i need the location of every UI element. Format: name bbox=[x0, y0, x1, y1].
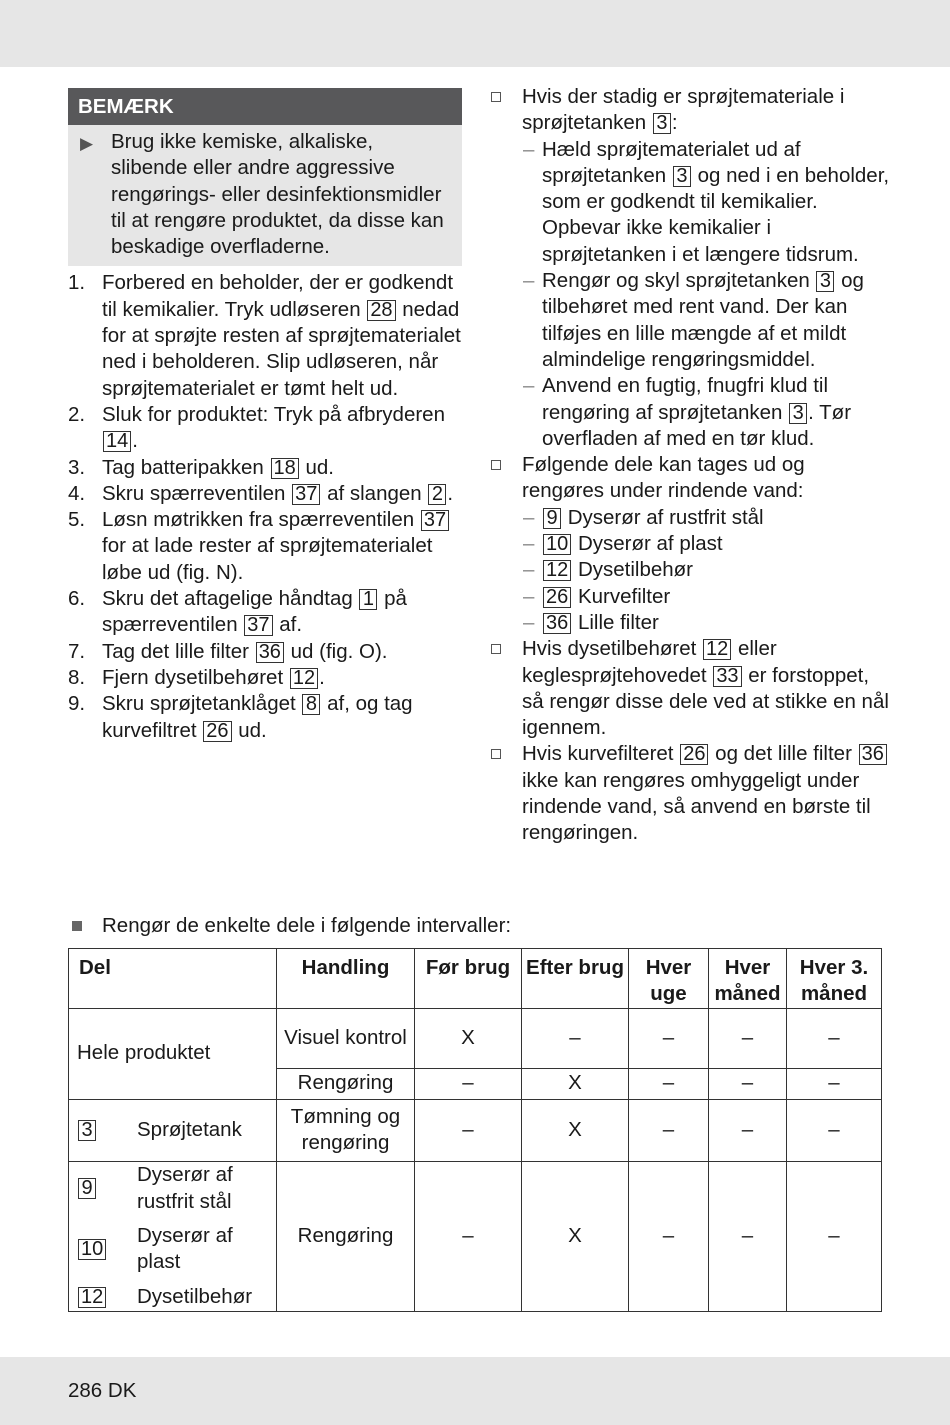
text-run: Rengør og skyl sprøjtetanken bbox=[542, 269, 816, 293]
arrow-right-icon: ▶ bbox=[80, 134, 94, 153]
reference-number: 33 bbox=[713, 666, 741, 687]
reference-number: 12 bbox=[543, 560, 571, 581]
value-cell: – bbox=[709, 1008, 787, 1068]
action-cell: Tømning og rengøring bbox=[277, 1099, 415, 1161]
square-bullet-icon bbox=[491, 460, 501, 470]
reference-number: 18 bbox=[271, 458, 299, 479]
reference-number: 1 bbox=[359, 589, 377, 610]
step-text bbox=[102, 508, 450, 584]
sub-bullet-text bbox=[542, 558, 693, 581]
square-bullet-icon bbox=[491, 749, 501, 759]
reference-number: 3 bbox=[673, 166, 691, 187]
reference-number: 10 bbox=[543, 534, 571, 555]
sub-bullet-item bbox=[490, 137, 890, 268]
reference-number: 3 bbox=[789, 403, 807, 424]
page-top-band bbox=[0, 0, 950, 67]
step-number: 8. bbox=[68, 665, 86, 689]
dash-icon: – bbox=[523, 610, 535, 634]
reference-number: 36 bbox=[859, 744, 887, 765]
text-run: Skru sprøjtetanklåget bbox=[102, 692, 302, 716]
text-run: Hvis der stadig er sprøjtemateriale i sprøjtetanken bbox=[522, 85, 845, 135]
step-item bbox=[68, 455, 462, 481]
action-cell: Rengøring bbox=[277, 1161, 415, 1311]
value-cell: – bbox=[787, 1161, 882, 1311]
text-run: og tilbehøret med rent vand. Der kan tilføjes en lille mængde af et mildt almindelige rengøringsmiddel. bbox=[542, 269, 864, 371]
text-run: . bbox=[132, 429, 138, 453]
reference-number: 3 bbox=[653, 113, 671, 134]
reference-number: 37 bbox=[244, 615, 272, 636]
text-run: af, og tag kurvefiltret bbox=[102, 692, 413, 742]
sub-bullet-item bbox=[490, 557, 890, 583]
sub-bullet-text bbox=[542, 585, 670, 608]
page-number bbox=[68, 1378, 136, 1404]
table-row bbox=[69, 1008, 882, 1068]
reference-number: 9 bbox=[543, 508, 561, 529]
reference-number: 3 bbox=[78, 1120, 96, 1141]
step-number: 9. bbox=[68, 692, 86, 716]
text-run: Forbered en beholder, der er godkendt til kemikalier. Tryk udløseren bbox=[102, 271, 454, 321]
step-text bbox=[102, 456, 334, 479]
step-item bbox=[68, 691, 462, 744]
text-run: Fjern dysetilbehøret bbox=[102, 665, 289, 689]
step-number: 3. bbox=[68, 455, 86, 479]
bullet-text bbox=[522, 453, 805, 502]
bullet-text bbox=[522, 85, 844, 134]
value-cell: X bbox=[522, 1068, 629, 1099]
reference-number: 26 bbox=[680, 744, 708, 765]
reference-number: 9 bbox=[78, 1178, 96, 1199]
text-run: Hvis dysetilbehøret bbox=[522, 637, 703, 661]
text-run: Dysetilbehør bbox=[572, 558, 694, 582]
part-label: Sprøjtetank bbox=[137, 1117, 242, 1141]
reference-number: 10 bbox=[78, 1239, 106, 1260]
reference-number: 26 bbox=[543, 587, 571, 608]
bullet-item bbox=[490, 84, 890, 137]
step-item bbox=[68, 481, 462, 507]
text-run: af slangen bbox=[321, 481, 428, 505]
text-run: Tag batteripakken bbox=[102, 455, 270, 479]
table-row bbox=[69, 1099, 882, 1161]
bullet-text bbox=[522, 742, 888, 844]
text-run: Hvis kurvefilteret bbox=[522, 742, 680, 766]
value-cell: – bbox=[709, 1099, 787, 1161]
step-number: 2. bbox=[68, 402, 86, 426]
reference-number: 12 bbox=[78, 1287, 106, 1308]
text-run: og ned i en beholder, som er godkendt til kemikalier. Opbevar ikke kemikalier i sprøjtetanken i et længere tidsrum. bbox=[542, 163, 890, 266]
table-header-row bbox=[69, 949, 882, 1009]
header-before-use: Før brug bbox=[415, 949, 522, 1009]
table-row bbox=[69, 1161, 882, 1311]
header-handling: Handling bbox=[277, 949, 415, 1009]
square-bullet-icon bbox=[72, 921, 82, 931]
step-item bbox=[68, 402, 462, 455]
text-run: . bbox=[319, 665, 325, 689]
note-text: Brug ikke kemiske, alkaliske, slibende eller andre aggressive rengørings- eller desinfektionsmidler til at rengøre produktet, da disse kan beskadige overfladerne. bbox=[111, 130, 444, 259]
bullet-item bbox=[490, 741, 890, 846]
dash-icon: – bbox=[523, 558, 535, 582]
value-cell: – bbox=[629, 1008, 709, 1068]
dash-icon: – bbox=[523, 584, 535, 608]
value-cell: – bbox=[787, 1068, 882, 1099]
part-cell bbox=[69, 1161, 277, 1311]
text-run: . Tør overfladen af med en tør klud. bbox=[542, 400, 852, 450]
action-cell: Visuel kontrol bbox=[277, 1008, 415, 1068]
reference-number: 36 bbox=[543, 613, 571, 634]
step-text bbox=[102, 271, 461, 399]
step-item bbox=[68, 507, 462, 586]
sub-bullet-text bbox=[542, 611, 659, 634]
step-text bbox=[102, 692, 413, 741]
value-cell: – bbox=[415, 1068, 522, 1099]
text-run: Skru spærreventilen bbox=[102, 481, 292, 505]
value-cell: – bbox=[522, 1008, 629, 1068]
language-code: DK bbox=[107, 1379, 137, 1402]
text-run: Dyserør af plast bbox=[572, 532, 723, 556]
note-title: BEMÆRK bbox=[68, 88, 462, 125]
dash-icon: – bbox=[523, 374, 535, 398]
text-run: Sluk for produktet: Tryk på afbryderen bbox=[102, 402, 445, 426]
reference-number: 26 bbox=[203, 721, 231, 742]
text-run: Løsn møtrikken fra spærreventilen bbox=[102, 508, 420, 532]
text-run: ikke kan rengøres omhyggeligt under rindende vand, så anvend en børste til rengøringen. bbox=[522, 768, 871, 845]
text-run: Følgende dele kan tages ud og rengøres under rindende vand: bbox=[522, 453, 805, 503]
step-text bbox=[102, 482, 453, 505]
note-body bbox=[68, 125, 462, 266]
step-number: 4. bbox=[68, 481, 86, 505]
sub-bullet-text bbox=[542, 138, 889, 266]
right-column bbox=[490, 84, 890, 847]
value-cell: – bbox=[415, 1161, 522, 1311]
step-number: 5. bbox=[68, 508, 86, 532]
text-run: Kurvefilter bbox=[572, 584, 671, 608]
text-run: af. bbox=[273, 613, 303, 637]
reference-number: 37 bbox=[421, 510, 449, 531]
step-number: 1. bbox=[68, 271, 86, 295]
step-number: 6. bbox=[68, 587, 86, 611]
reference-number: 3 bbox=[816, 271, 834, 292]
value-cell: – bbox=[709, 1161, 787, 1311]
text-run: ud. bbox=[232, 718, 267, 742]
dash-icon: – bbox=[523, 505, 535, 529]
text-run: Hæld sprøjtematerialet ud af sprøjtetanken bbox=[542, 137, 801, 187]
value-cell: – bbox=[787, 1099, 882, 1161]
part-label: Dysetilbehør bbox=[137, 1284, 253, 1308]
cleaning-interval-table bbox=[68, 948, 882, 1312]
action-cell: Rengøring bbox=[277, 1068, 415, 1099]
step-text bbox=[102, 587, 407, 636]
value-cell: – bbox=[629, 1099, 709, 1161]
header-monthly: Hver måned bbox=[709, 949, 787, 1009]
text-run: eller keglesprøjtehovedet bbox=[522, 637, 777, 687]
header-after-use: Efter brug bbox=[522, 949, 629, 1009]
text-run: og det lille filter bbox=[709, 742, 858, 766]
sub-bullet-item bbox=[490, 505, 890, 531]
value-cell: X bbox=[522, 1161, 629, 1311]
dash-icon: – bbox=[523, 532, 535, 556]
bullet-item bbox=[490, 636, 890, 741]
text-run: ud (fig. O). bbox=[284, 639, 388, 663]
header-weekly: Hver uge bbox=[629, 949, 709, 1009]
note-box bbox=[68, 88, 462, 266]
reference-number: 14 bbox=[103, 431, 131, 452]
header-quarterly: Hver 3. måned bbox=[787, 949, 882, 1009]
reference-number: 2 bbox=[428, 484, 446, 505]
value-cell: – bbox=[629, 1068, 709, 1099]
step-number: 7. bbox=[68, 639, 86, 663]
step-text bbox=[102, 666, 325, 689]
value-cell: – bbox=[709, 1068, 787, 1099]
text-run: Dyserør af rustfrit stål bbox=[562, 505, 764, 529]
bullet-item bbox=[490, 452, 890, 505]
sub-bullet-text bbox=[542, 374, 851, 450]
interval-text: Rengør de enkelte dele i følgende intervaller: bbox=[102, 914, 512, 937]
reference-number: 28 bbox=[367, 300, 395, 321]
bullet-text bbox=[522, 637, 889, 739]
sub-bullet-item bbox=[490, 373, 890, 452]
dash-icon: – bbox=[523, 137, 535, 161]
text-run: på spærreventilen bbox=[102, 587, 407, 637]
text-run: Anvend en fugtig, fnugfri klud til rengøring af sprøjtetanken bbox=[542, 374, 829, 424]
step-item bbox=[68, 639, 462, 665]
page-bottom-band bbox=[0, 1357, 950, 1425]
sub-bullet-item bbox=[490, 268, 890, 373]
sub-bullet-text bbox=[542, 532, 723, 555]
value-cell: X bbox=[415, 1008, 522, 1068]
left-column bbox=[68, 88, 462, 744]
text-run: : bbox=[671, 111, 678, 135]
reference-number: 12 bbox=[703, 639, 731, 660]
reference-number: 36 bbox=[256, 642, 284, 663]
part-label: Dyserør af plast bbox=[137, 1223, 233, 1274]
text-run: nedad for at sprøjte resten af sprøjtematerialet ned i beholderen. Slip udløseren, når sprøjtematerialet er tømt helt ud. bbox=[102, 297, 461, 400]
page-number-value: 286 bbox=[68, 1379, 103, 1402]
value-cell: – bbox=[629, 1161, 709, 1311]
sub-bullet-item bbox=[490, 584, 890, 610]
sub-bullet-item bbox=[490, 610, 890, 636]
step-item bbox=[68, 586, 462, 639]
reference-number: 12 bbox=[290, 668, 318, 689]
reference-number: 37 bbox=[292, 484, 320, 505]
steps-list bbox=[68, 270, 462, 743]
step-text bbox=[102, 640, 387, 663]
square-bullet-icon bbox=[491, 92, 501, 102]
text-run: Lille filter bbox=[572, 610, 659, 634]
square-bullet-icon bbox=[491, 644, 501, 654]
text-run: ud. bbox=[299, 455, 334, 479]
reference-number: 8 bbox=[302, 694, 320, 715]
text-run: for at lade rester af sprøjtematerialet løbe ud (fig. N). bbox=[102, 534, 433, 584]
value-cell: – bbox=[787, 1008, 882, 1068]
sub-bullet-item bbox=[490, 531, 890, 557]
part-cell bbox=[69, 1099, 277, 1161]
part-cell: Hele produktet bbox=[69, 1008, 277, 1099]
text-run: Skru det aftagelige håndtag bbox=[102, 587, 359, 611]
step-item bbox=[68, 270, 462, 401]
step-text bbox=[102, 403, 445, 452]
dash-icon: – bbox=[523, 269, 535, 293]
step-item bbox=[68, 665, 462, 691]
value-cell: – bbox=[415, 1099, 522, 1161]
part-label: Dyserør af rustfrit stål bbox=[137, 1163, 233, 1213]
text-run: . bbox=[447, 481, 454, 505]
text-run: er forstoppet, så rengør disse dele ved at stikke en nål igennem. bbox=[522, 663, 889, 740]
sub-bullet-text bbox=[542, 269, 864, 371]
text-run: Tag det lille filter bbox=[102, 639, 255, 663]
sub-bullet-text bbox=[542, 506, 764, 529]
header-del: Del bbox=[69, 949, 277, 1009]
interval-instruction bbox=[68, 913, 888, 939]
value-cell: X bbox=[522, 1099, 629, 1161]
